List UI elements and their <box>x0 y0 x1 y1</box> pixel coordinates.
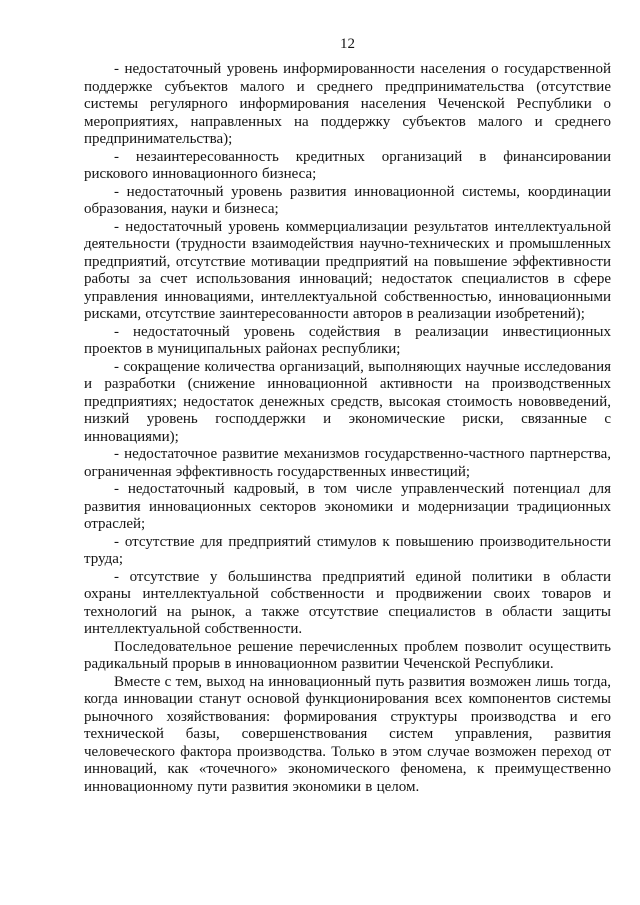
paragraph: - недостаточный уровень коммерциализации результатов интеллектуальной деятельности (трудности взаимодействия научно-технических и промышленных предприятий, отсутствие мотивации предприятий на повышение эффективности работы за счет использования инноваций; недостаток специалистов в сфере управления инновациями, интеллектуальной собственностью, инновационными рисками, отсутствие заинтересованности авторов в реализации изобретений); <box>84 218 611 322</box>
page-number: 12 <box>340 36 355 52</box>
document-body <box>84 61 611 796</box>
paragraph: - отсутствие у большинства предприятий единой политики в области охраны интеллектуальной собственности и продвижении своих товаров и технологий на рынок, а также отсутствие специалистов в области защиты интеллектуальной собственности. <box>84 568 611 637</box>
paragraph: Последовательное решение перечисленных проблем позволит осуществить радикальный прорыв в инновационном развитии Чеченской Республики. <box>84 638 611 672</box>
paragraph: - отсутствие для предприятий стимулов к повышению производительности труда; <box>84 533 611 567</box>
paragraph: - незаинтересованность кредитных организаций в финансировании рискового инновационного бизнеса; <box>84 148 611 182</box>
paragraph: - недостаточный уровень информированности населения о государственной поддержке субъектов малого и среднего предпринимательства (отсутствие системы регулярного информирования населения Чеченской Республики о мероприятиях, направленных на поддержку субъектов малого и среднего предпринимательства); <box>84 61 611 147</box>
paragraph: - недостаточный уровень развития инновационной системы, координации образования, науки и бизнеса; <box>84 183 611 217</box>
paragraph: - недостаточный кадровый, в том числе управленческий потенциал для развития инновационных секторов экономики и модернизации традиционных отраслей; <box>84 481 611 532</box>
paragraph: - недостаточный уровень содействия в реализации инвестиционных проектов в муниципальных районах республики; <box>84 323 611 357</box>
paragraph: Вместе с тем, выход на инновационный путь развития возможен лишь тогда, когда инновации станут основой функционирования всех компонентов системы рыночного хозяйствования: формирования структуры производства и его технической базы, совершенствования систем управления, развития человеческого фактора производства. Только в этом случае возможен переход от инноваций, как «точечного» экономического феномена, к преимущественно инновационному пути развития экономики в целом. <box>84 673 611 795</box>
paragraph: - недостаточное развитие механизмов государственно-частного партнерства, ограниченная эффективность государственных инвестиций; <box>84 446 611 480</box>
paragraph: - сокращение количества организаций, выполняющих научные исследования и разработки (снижение инновационной активности на производственных предприятиях; недостаток денежных средств, высокая стоимость нововведений, низкий уровень господдержки и экономические риски, связанные с инновациями); <box>84 358 611 445</box>
